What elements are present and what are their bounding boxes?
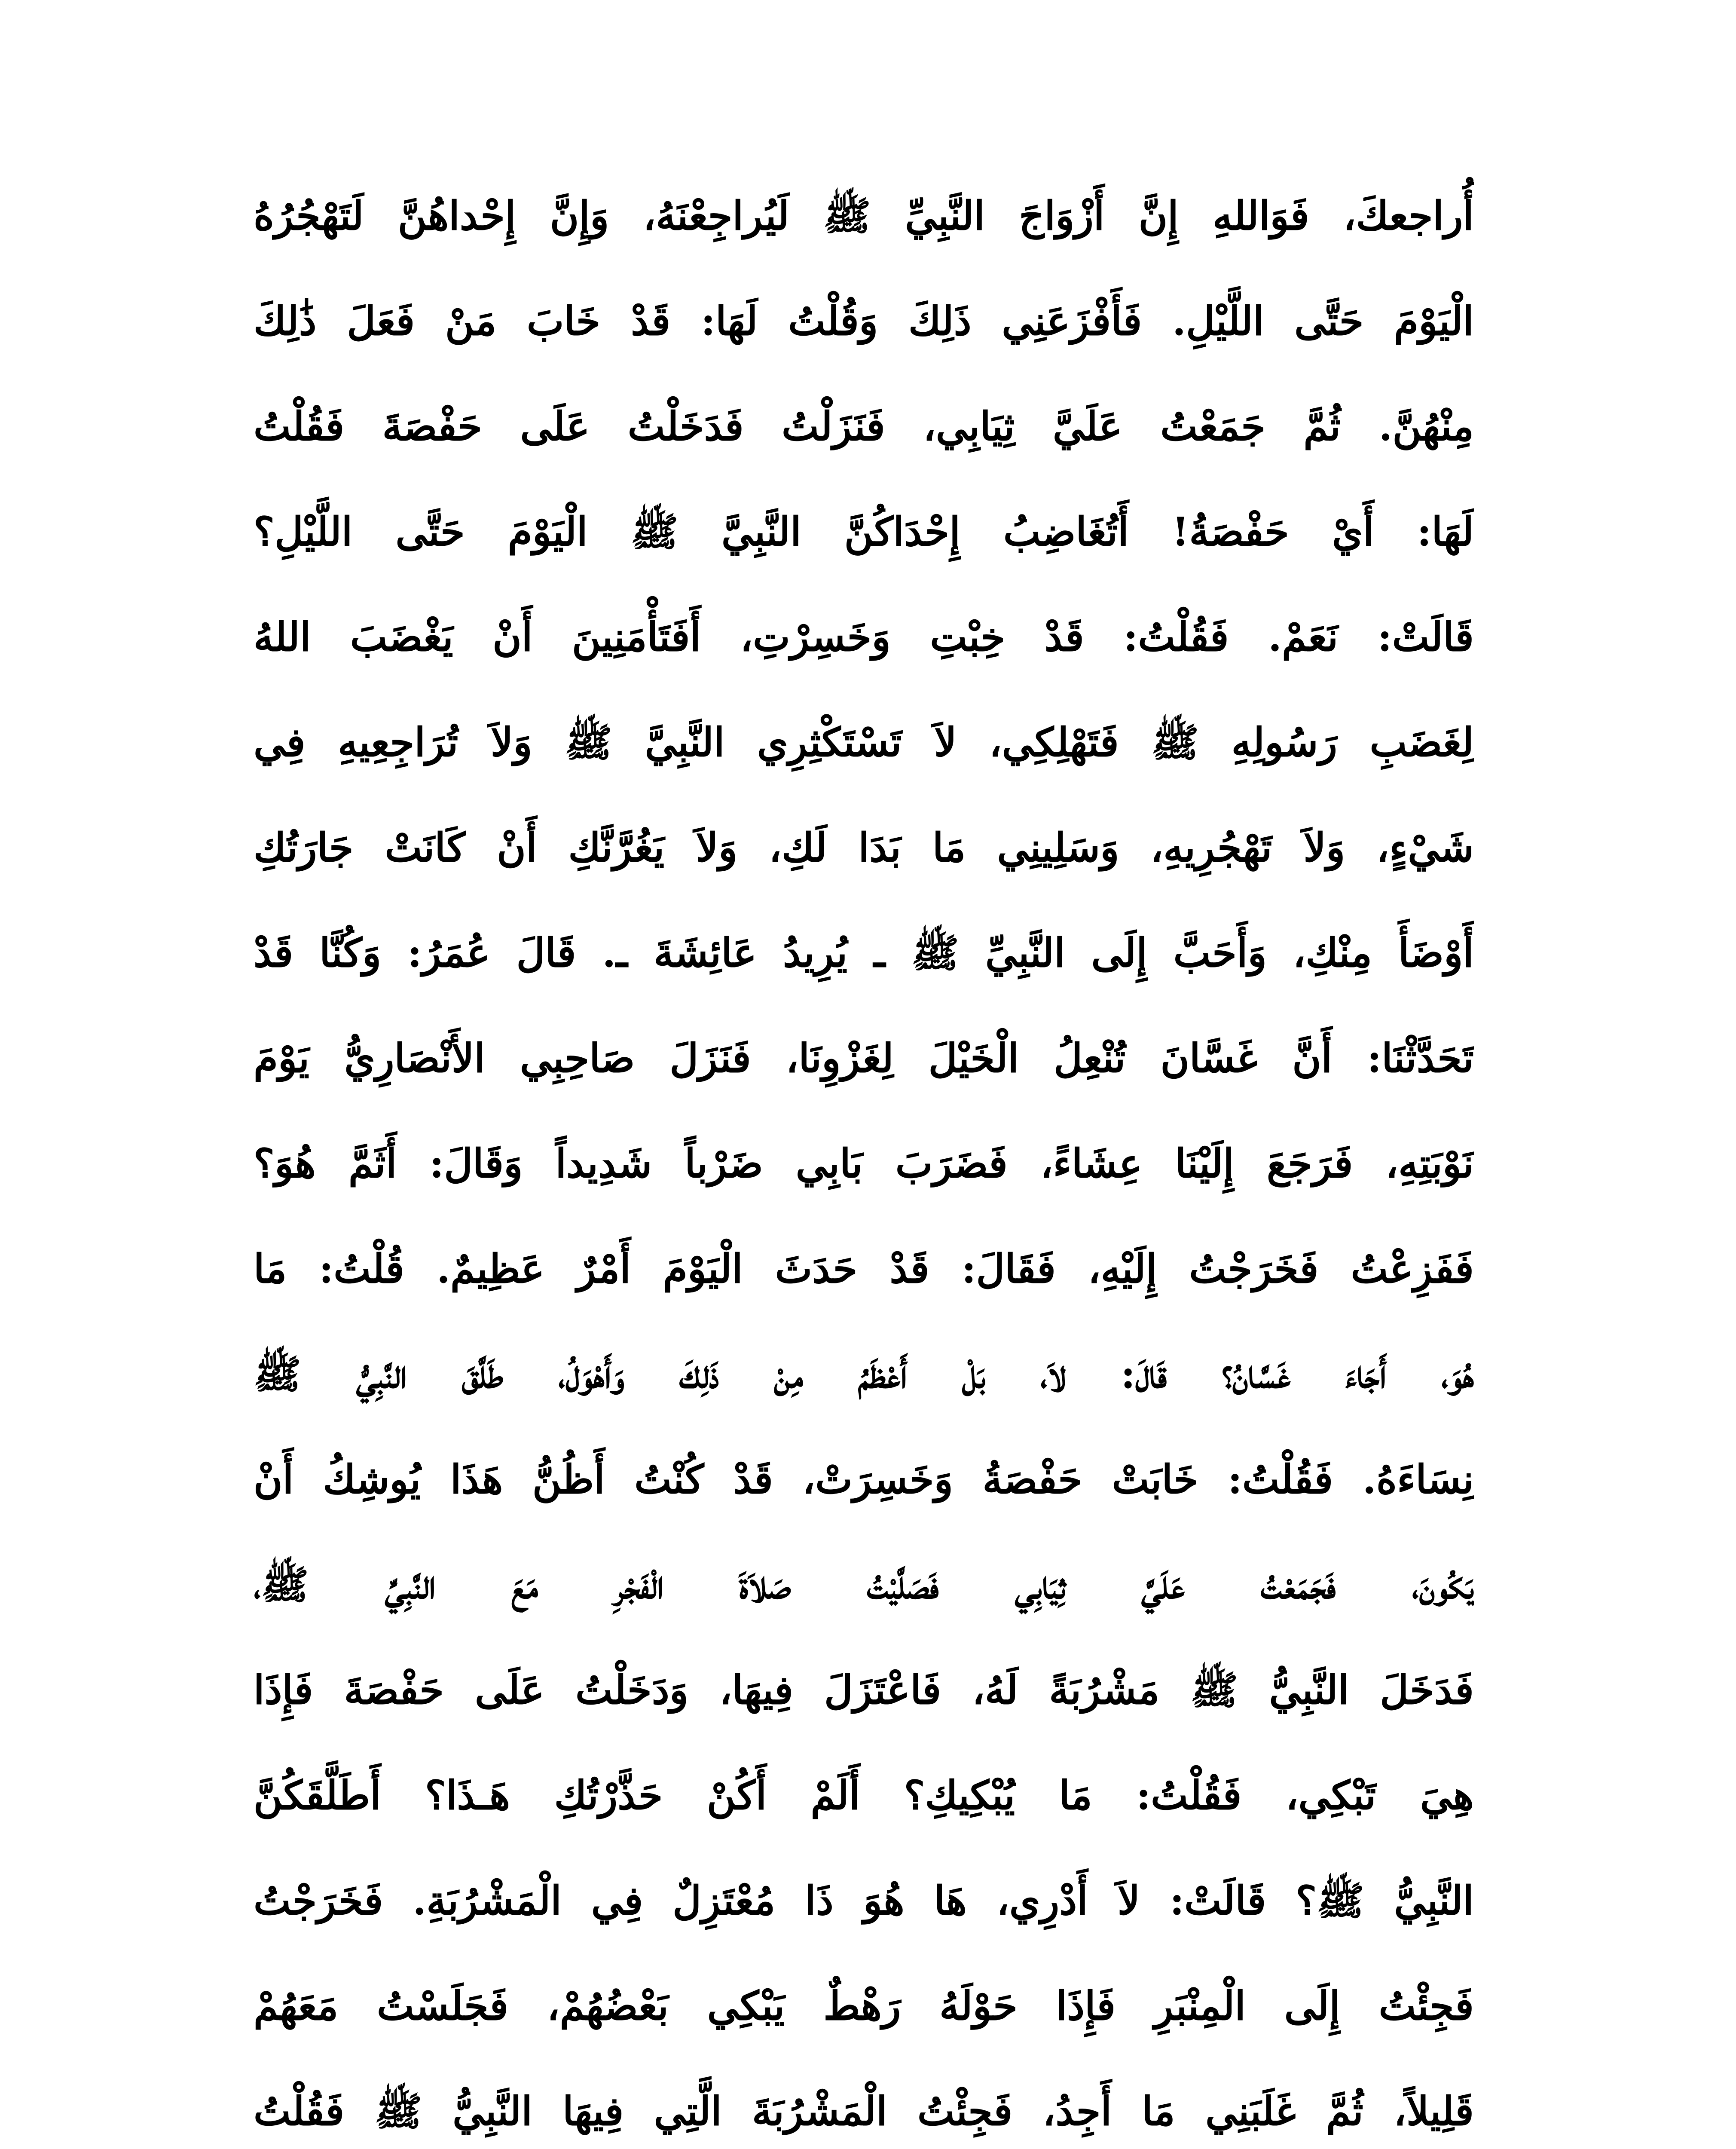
text-line: هُوَ، أَجَاءَ غَسَّانُ؟ قَالَ: لاَ، بَلْ أَعْظَمُ مِنْ ذَلِكَ وَأَهْوَلُ، طَلَّقَ النَّبِيُّ ﷺ [254, 1351, 1474, 1397]
text-line: الْيَوْمَ حَتَّى اللَّيْلِ. فَأَفْزَعَنِي ذَلِكَ وَقُلْتُ لَهَا: قَدْ خَابَ مَنْ فَعَلَ ذَٰلِكَ [254, 298, 1474, 344]
text-line: لِغَضَبِ رَسُولِهِ ﷺ فَتَهْلِكِي، لاَ تَسْتَكْثِرِي النَّبِيَّ ﷺ وَلاَ تُرَاجِعِيهِ فِي [254, 719, 1474, 765]
text-line: النَّبِيُّ ﷺ؟ قَالَتْ: لاَ أَدْرِي، هَا هُوَ ذَا مُعْتَزِلٌ فِي الْمَشْرُبَةِ. فَخَرَجْتُ [254, 1877, 1474, 1924]
text-line: أَوْضَأَ مِنْكِ، وَأَحَبَّ إِلَى النَّبِيِّ ﷺ ـ يُرِيدُ عَائِشَةَ ـ. قَالَ عُمَرُ: وَكُنَّا قَدْ [254, 930, 1474, 976]
text-line: نِسَاءَهُ. فَقُلْتُ: خَابَتْ حَفْصَةُ وَخَسِرَتْ، قَدْ كُنْتُ أَظُنُّ هَذَا يُوشِكُ أَنْ [254, 1456, 1474, 1503]
text-line: أُراجعكَ، فَوَاللهِ إِنَّ أَزْوَاجَ النَّبِيِّ ﷺ لَيُراجِعْنَهُ، وَإِنَّ إِحْداهُنَّ لَتَهْجُرُهُ [254, 193, 1474, 239]
text-line: تَحَدَّثْنَا: أَنَّ غَسَّانَ تُنْعِلُ الْخَيْلَ لِغَزْوِنَا، فَنَزَلَ صَاحِبِي الأَنْصَارِيُّ يَوْمَ [254, 1035, 1474, 1081]
text-line: هِيَ تَبْكِي، فَقُلْتُ: مَا يُبْكِيكِ؟ أَلَمْ أَكُنْ حَذَّرْتُكِ هَـذَا؟ أَطَلَّقَكُنَّ [254, 1772, 1474, 1818]
text-line: مِنْهُنَّ. ثُمَّ جَمَعْتُ عَلَيَّ ثِيَابِي، فَنَزَلْتُ فَدَخَلْتُ عَلَى حَفْصَةَ فَقُلْتُ [254, 403, 1474, 450]
text-line: يَكُونَ، فَجَمَعْتُ عَلَيَّ ثِيَابِي فَصَلَّيْتُ صَلاَةَ الْفَجْرِ مَعَ النَّبِيِّ ﷺ، [254, 1561, 1474, 1608]
text-line: فَجِئْتُ إِلَى الْمِنْبَرِ فَإِذَا حَوْلَهُ رَهْطٌ يَبْكِي بَعْضُهُمْ، فَجَلَسْتُ مَعَهُمْ [254, 1983, 1474, 2029]
text-line: قَلِيلاً، ثُمَّ غَلَبَنِي مَا أَجِدُ، فَجِئْتُ الْمَشْرُبَةَ الَّتِي فِيهَا النَّبِيُّ ﷺ فَقُلْتُ [254, 2088, 1474, 2134]
text-line: شَيْءٍ، وَلاَ تَهْجُرِيهِ، وَسَلِينِي مَا بَدَا لَكِ، وَلاَ يَغُرَّنَّكِ أَنْ كَانَتْ جَارَتُكِ [254, 824, 1474, 871]
text-line: نَوْبَتِهِ، فَرَجَعَ إِلَيْنَا عِشَاءً، فَضَرَبَ بَابِي ضَرْباً شَدِيداً وَقَالَ: أَثَمَّ هُوَ؟ [254, 1140, 1474, 1187]
text-line: فَدَخَلَ النَّبِيُّ ﷺ مَشْرُبَةً لَهُ، فَاعْتَزَلَ فِيهَا، وَدَخَلْتُ عَلَى حَفْصَةَ فَإِذَا [254, 1667, 1474, 1713]
body-text [254, 163, 1474, 2149]
text-line: لَهَا: أَيْ حَفْصَةُ! أَتُغَاضِبُ إِحْدَاكُنَّ النَّبِيَّ ﷺ الْيَوْمَ حَتَّى اللَّيْلِ؟ [254, 508, 1474, 555]
text-line: فَفَزِعْتُ فَخَرَجْتُ إِلَيْهِ، فَقَالَ: قَدْ حَدَثَ الْيَوْمَ أَمْرٌ عَظِيمٌ. قُلْتُ: مَا [254, 1246, 1474, 1292]
text-line: قَالَتْ: نَعَمْ. فَقُلْتُ: قَدْ خِبْتِ وَخَسِرْتِ، أَفَتَأْمَنِينَ أَنْ يَغْضَبَ اللهُ [254, 614, 1474, 660]
